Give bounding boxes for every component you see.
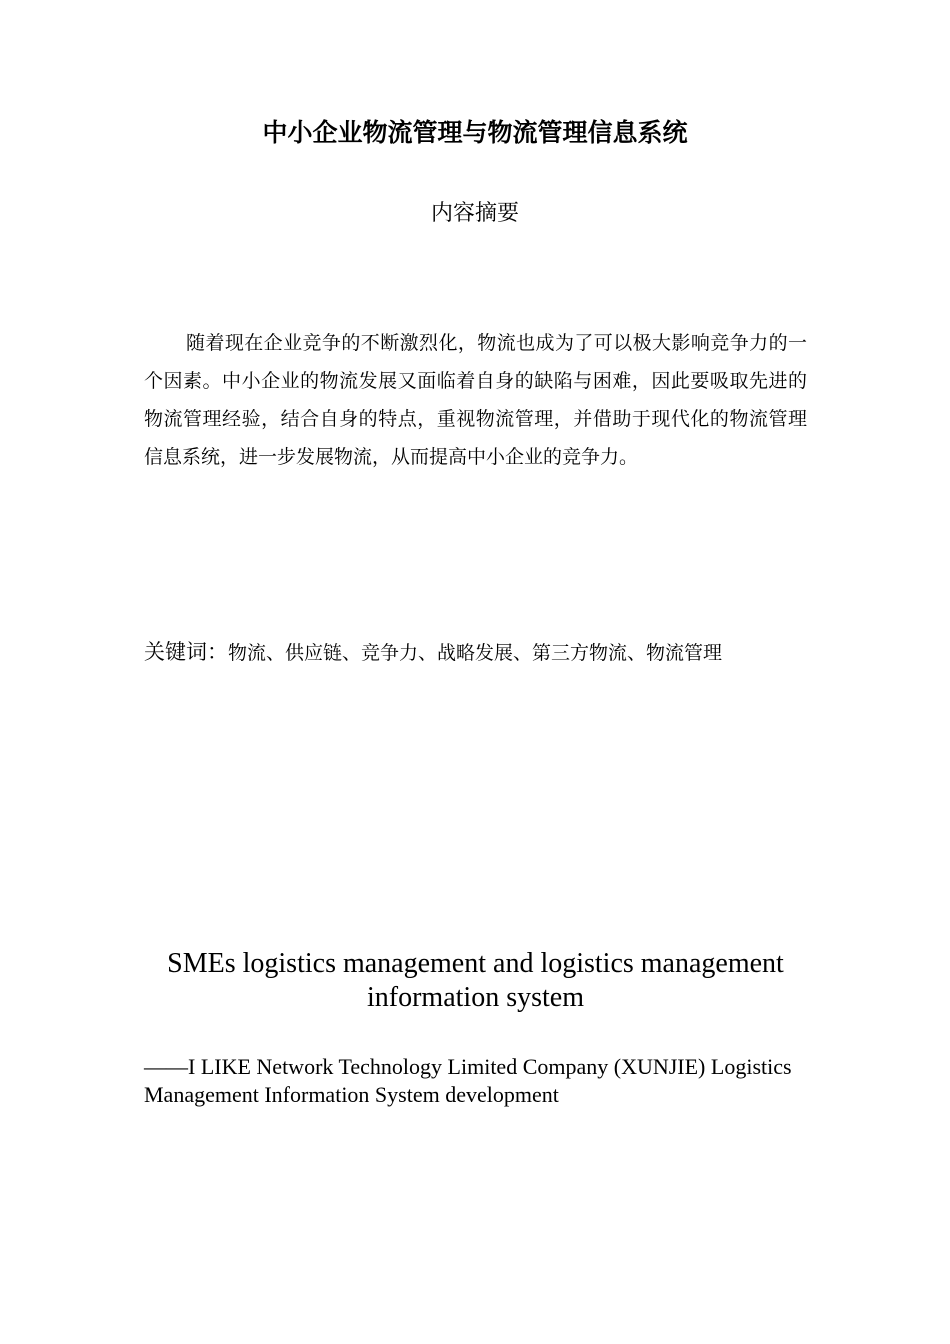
keywords-line: [144, 633, 807, 672]
english-subtitle: ——I LIKE Network Technology Limited Company (XUNJIE) Logistics Management Information System development: [144, 1054, 792, 1107]
english-title: SMEs logistics management and logistics management information system: [167, 948, 784, 1013]
abstract-paragraph: 随着现在企业竞争的不断激烈化，物流也成为了可以极大影响竞争力的一个因素。中小企业的物流发展又面临着自身的缺陷与困难，因此要吸取先进的物流管理经验，结合自身的特点，重视物流管理，并借助于现代化的物流管理信息系统，进一步发展物流，从而提高中小企业的竞争力。: [144, 332, 807, 468]
keywords-text: 物流、供应链、竞争力、战略发展、第三方物流、物流管理: [228, 642, 723, 664]
chinese-title: 中小企业物流管理与物流管理信息系统: [262, 118, 688, 147]
abstract-heading: 内容摘要: [430, 201, 519, 226]
keywords-label: 关键词：: [144, 640, 228, 664]
